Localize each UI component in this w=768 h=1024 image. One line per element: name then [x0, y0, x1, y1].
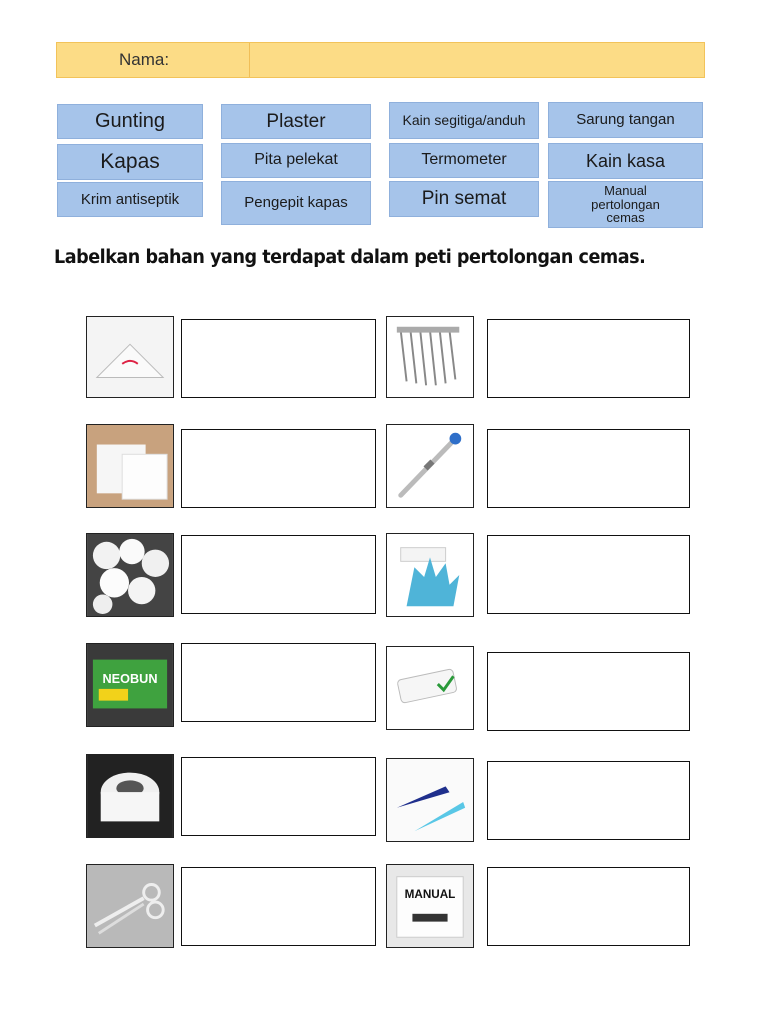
answer-box-6[interactable]	[487, 535, 690, 614]
word-termometer[interactable]: Termometer	[389, 143, 539, 178]
plaster-box-photo	[86, 643, 174, 727]
tweezers-photo	[386, 758, 474, 842]
answer-box-3[interactable]	[181, 429, 376, 508]
triangular-bandage-photo	[86, 316, 174, 398]
instruction-heading: Labelkan bahan yang terdapat dalam peti pertolongan cemas.	[54, 247, 646, 268]
answer-box-8[interactable]	[487, 652, 690, 731]
svg-text:MANUAL: MANUAL	[404, 888, 456, 902]
antiseptic-cream-photo	[386, 646, 474, 730]
gauze-pads-photo	[86, 424, 174, 508]
name-bar	[56, 42, 705, 78]
answer-box-4[interactable]	[487, 429, 690, 508]
answer-box-5[interactable]	[181, 535, 376, 614]
answer-box-12[interactable]	[487, 867, 690, 946]
first-aid-manual-photo	[386, 864, 474, 948]
adhesive-tape-photo	[86, 754, 174, 838]
word-sarung-tangan[interactable]: Sarung tangan	[548, 102, 703, 138]
thermometer-photo	[386, 424, 474, 508]
answer-box-10[interactable]	[487, 761, 690, 840]
scissors-photo	[86, 864, 174, 948]
name-input[interactable]	[257, 50, 697, 70]
word-kapas[interactable]: Kapas	[57, 144, 203, 180]
answer-box-9[interactable]	[181, 757, 376, 836]
name-divider	[249, 43, 250, 77]
word-gunting[interactable]: Gunting	[57, 104, 203, 139]
word-pengepit-kapas[interactable]: Pengepit kapas	[221, 181, 371, 225]
safety-pins-photo	[386, 316, 474, 398]
word-kain-kasa[interactable]: Kain kasa	[548, 143, 703, 179]
name-label: Nama:	[119, 50, 170, 69]
word-kain-segitiga[interactable]: Kain segitiga/anduh	[389, 102, 539, 139]
answer-box-7[interactable]	[181, 643, 376, 722]
answer-box-2[interactable]	[487, 319, 690, 398]
gloves-photo	[386, 533, 474, 617]
answer-box-1[interactable]	[181, 319, 376, 398]
svg-text:NEOBUN: NEOBUN	[102, 672, 158, 687]
word-pin-semat[interactable]: Pin semat	[389, 181, 539, 217]
word-krim-antiseptik[interactable]: Krim antiseptik	[57, 182, 203, 217]
cotton-balls-photo	[86, 533, 174, 617]
word-manual-pertolongan-cemas[interactable]: Manual pertolongan cemas	[548, 181, 703, 228]
word-plaster[interactable]: Plaster	[221, 104, 371, 139]
word-pita-pelekat[interactable]: Pita pelekat	[221, 143, 371, 178]
answer-box-11[interactable]	[181, 867, 376, 946]
